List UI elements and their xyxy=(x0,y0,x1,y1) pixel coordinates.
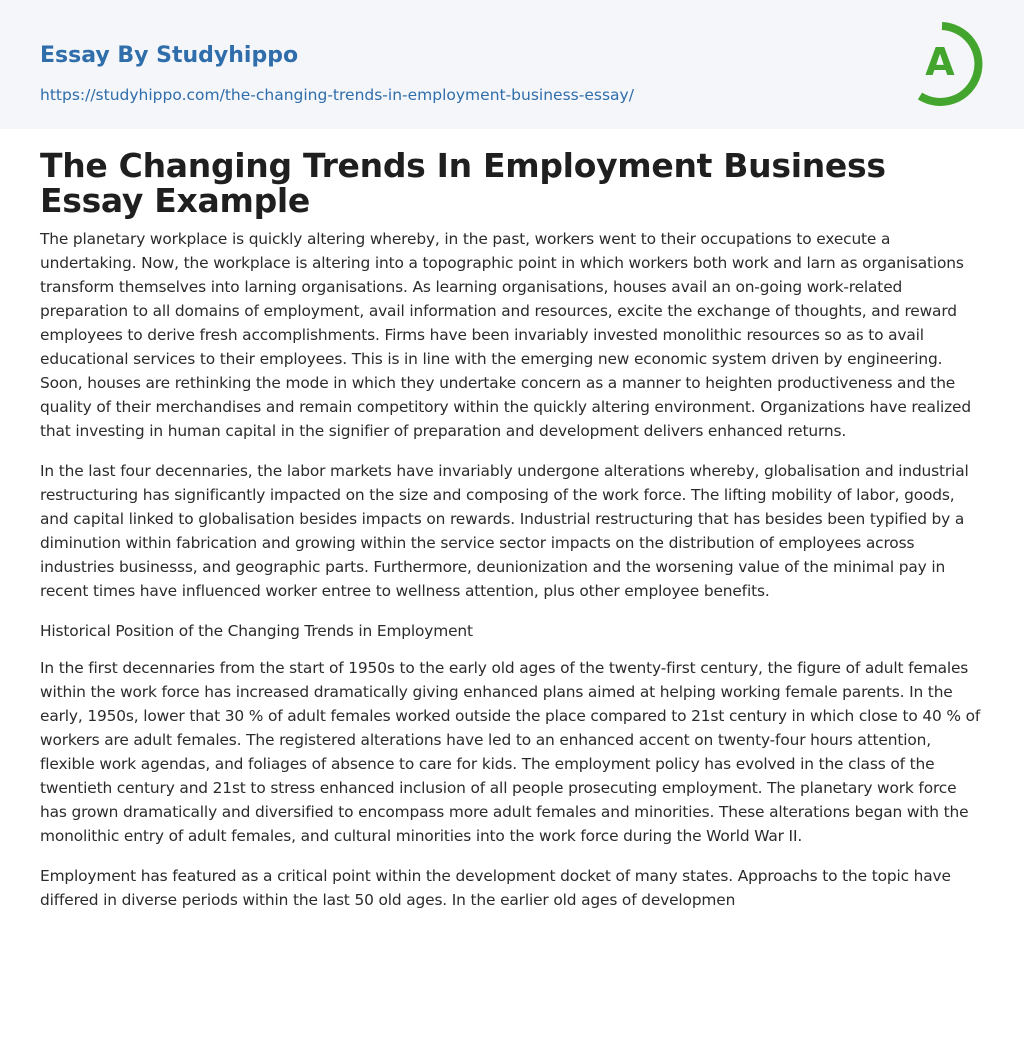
page-title: The Changing Trends In Employment Business Essay Example xyxy=(40,146,886,220)
brand-title[interactable]: Essay By Studyhippo xyxy=(40,43,299,68)
article-paragraph-3: In the first decennaries from the start of 1950s to the early old ages of the twenty-first century, the figure of adult females within the work force has increased dramatically giving enhanced plans aimed at helping working female parents. In the early, 1950s, lower that 30 % of adult females worked outside the place compared to 21st century in which close to 40 % of workers are adult females. The registered alterations have led to an enhanced accent on twenty-four hours attention, flexible work agendas, and foliages of absence to care for kids. The employment policy has evolved in the class of the twentieth century and 21st to stress enhanced inclusion of all people prosecuting employment. The planetary work force has grown dramatically and diversified to encompass more adult females and minorities. These alterations began with the monolithic entry of adult females, and cultural minorities into the work force during the World War II. xyxy=(40,659,981,845)
article-paragraph-4: Employment has featured as a critical point within the development docket of many states. Approachs to the topic have differed in diverse periods within the last 50 old ages. In the earlier old ages of developmen xyxy=(40,867,951,909)
source-url-link[interactable]: https://studyhippo.com/the-changing-trends-in-employment-business-essay/ xyxy=(40,86,634,104)
studyhippo-logo-icon[interactable] xyxy=(912,18,988,106)
site-header xyxy=(0,0,1024,129)
article-content xyxy=(40,148,985,928)
article-paragraph-1: The planetary workplace is quickly altering whereby, in the past, workers went to their occupations to execute a undertaking. Now, the workplace is altering into a topographic point in which workers both work and larn as organisations transform themselves into larning organisations. As learning organisations, houses avail an on-going work-related preparation to all domains of employment, avail information and resources, excite the exchange of thoughts, and reward employees to derive fresh accomplishments. Firms have been invariably invested monolithic resources so as to avail educational services to their employees. This is in line with the emerging new economic system driven by engineering. Soon, houses are rethinking the mode in which they undertake concern as a manner to heighten productiveness and the quality of their merchandises and remain competitory within the quickly altering environment. Organizations have realized that investing in human capital in the signifier of preparation and development delivers enhanced returns. xyxy=(40,230,971,440)
article-paragraph-2: In the last four decennaries, the labor markets have invariably undergone alterations whereby, globalisation and industrial restructuring has significantly impacted on the size and composing of the work force. The lifting mobility of labor, goods, and capital linked to globalisation besides impacts on rewards. Industrial restructuring that has besides been typified by a diminution within fabrication and growing within the service sector impacts on the distribution of employees across industries businesss, and geographic parts. Furthermore, deunionization and the worsening value of the minimal pay in recent times have influenced worker entree to wellness attention, plus other employee benefits. xyxy=(40,462,969,600)
logo-letter: A xyxy=(925,40,955,84)
section-subheading: Historical Position of the Changing Trends in Employment xyxy=(40,622,473,640)
